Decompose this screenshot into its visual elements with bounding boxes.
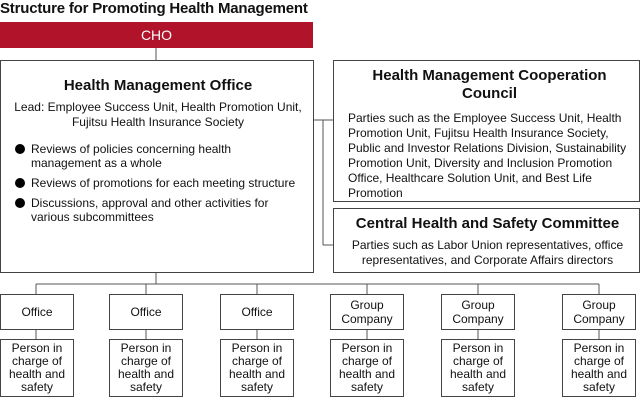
page-title: Structure for Promoting Health Management [0, 0, 308, 17]
list-item-text: Discussions, approval and other activities for various subcommittees [31, 196, 269, 224]
list-item [13, 176, 303, 190]
cooperation-council-title: Health Management Cooperation Council [372, 67, 607, 102]
unit-box-office: Office [109, 294, 183, 330]
cooperation-council-description: Parties such as the Employee Success Unit, Health Promotion Unit, Fujitsu Health Insurance Society, Public and Investor Relations Division, Sustainability Promotion Unit, Diversity and Inclusion Promotion Office, Healthcare Solution Unit, and Best Life Promotion [348, 111, 627, 200]
unit-box-group-company: Group Company [562, 294, 636, 330]
health-management-office-lead: Lead: Employee Success Unit, Health Promotion Unit, Fujitsu Health Insurance Society [14, 100, 302, 129]
person-in-charge-box: Person in charge of health and safety [441, 339, 515, 397]
bullet-icon [15, 198, 25, 208]
safety-committee-title: Central Health and Safety Committee [355, 215, 620, 232]
bullet-icon [15, 144, 25, 154]
health-management-office-box [0, 60, 314, 273]
bullet-icon [15, 178, 25, 188]
unit-box-office: Office [0, 294, 74, 330]
safety-committee-description: Parties such as Labor Union representatives, office representatives, and Corporate Affairs directors [351, 238, 624, 267]
cho-box: CHO [0, 22, 313, 48]
cooperation-council-box [333, 60, 640, 202]
safety-committee-box [333, 208, 640, 273]
unit-box-group-company: Group Company [330, 294, 404, 330]
person-in-charge-box: Person in charge of health and safety [220, 339, 294, 397]
unit-box-office: Office [220, 294, 294, 330]
unit-box-group-company: Group Company [441, 294, 515, 330]
list-item [13, 142, 303, 170]
person-in-charge-box: Person in charge of health and safety [109, 339, 183, 397]
list-item [13, 196, 303, 224]
list-item-text: Reviews of promotions for each meeting structure [31, 176, 296, 190]
health-management-office-title: Health Management Office [63, 77, 253, 94]
person-in-charge-box: Person in charge of health and safety [330, 339, 404, 397]
person-in-charge-box: Person in charge of health and safety [562, 339, 636, 397]
person-in-charge-box: Person in charge of health and safety [0, 339, 74, 397]
list-item-text: Reviews of policies concerning health management as a whole [31, 142, 232, 170]
office-responsibilities-list [13, 142, 303, 224]
